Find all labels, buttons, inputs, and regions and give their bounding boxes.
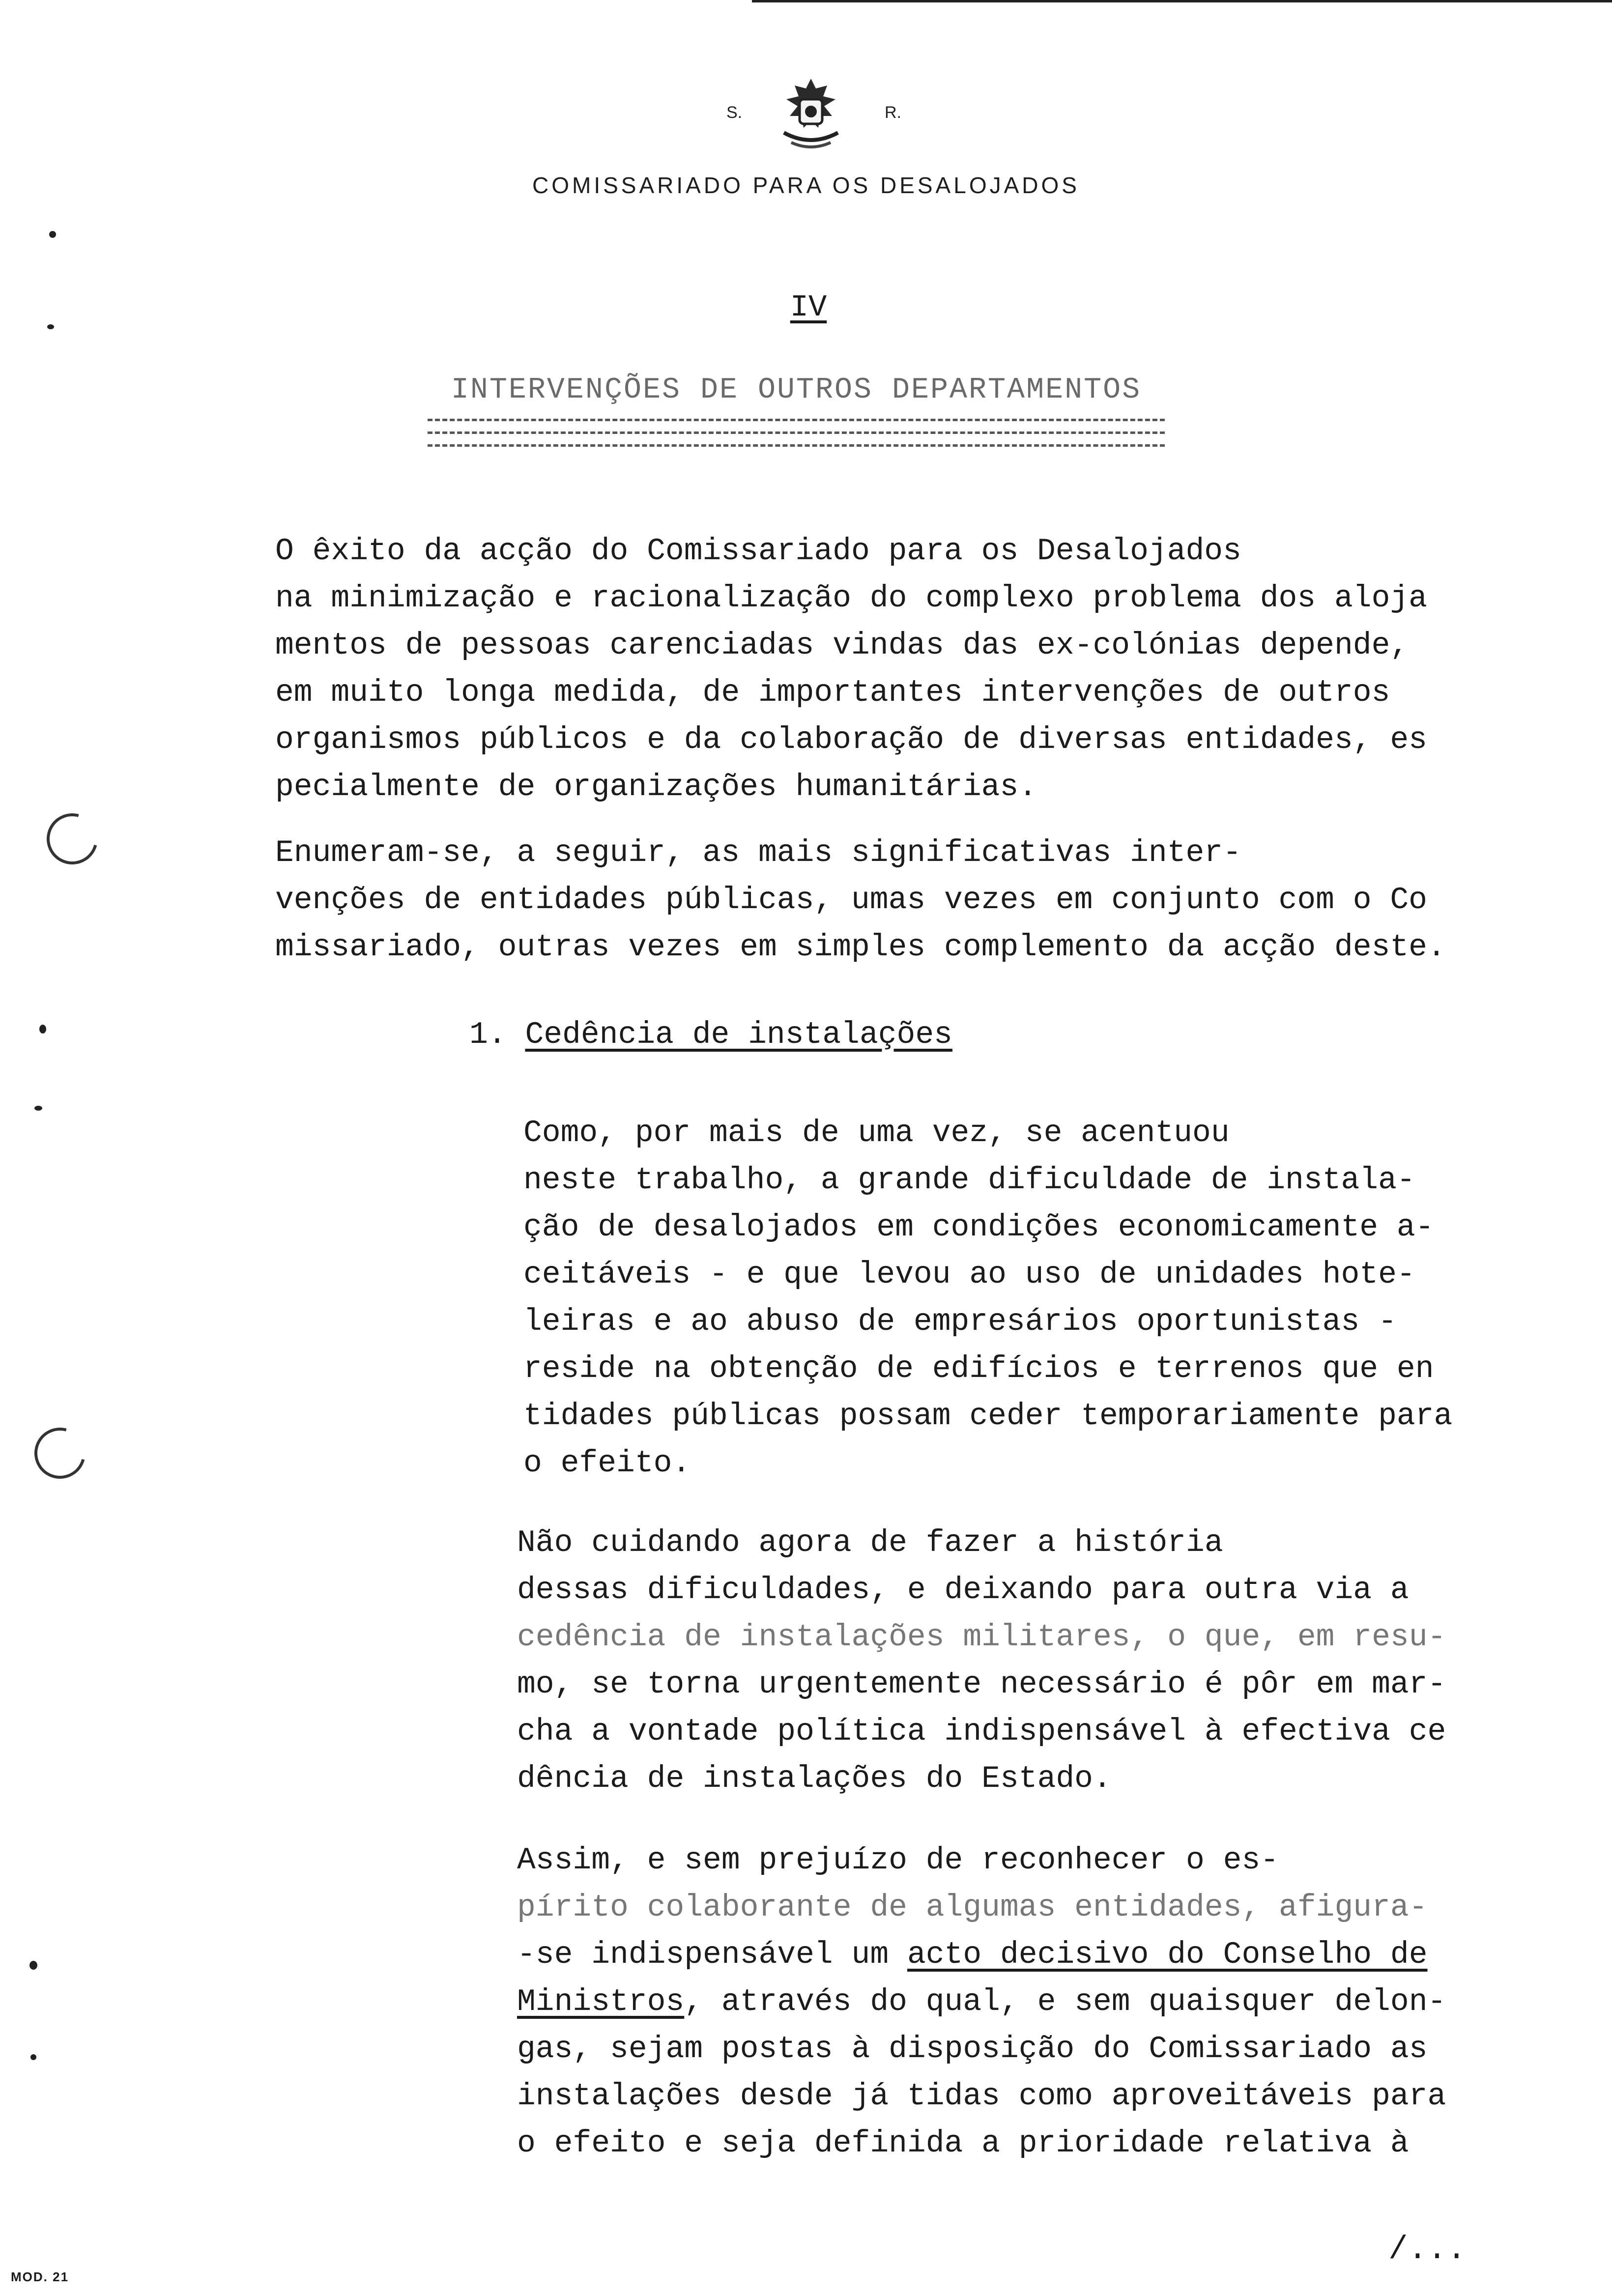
section-title-underline	[428, 419, 1165, 421]
margin-speck	[39, 1025, 46, 1033]
section-title-double-underline	[428, 431, 1165, 434]
section-title: INTERVENÇÕES DE OUTROS DEPARTAMENTOS	[451, 373, 1142, 407]
enumeration-paragraph: Enumeram-se, a seguir, as mais significativas inter- venções de entidades públicas, umas vezes em conjunto com o Co missariado, outras vezes em simples complemento da acção deste.	[275, 835, 1446, 965]
continuation-mark: /...	[1388, 2231, 1467, 2268]
section-number: IV	[790, 290, 827, 325]
emphasized-phrase-continued: Ministros	[517, 1984, 685, 2019]
item-1-heading	[469, 1017, 952, 1052]
intro-paragraph: O êxito da acção do Comissariado para os Desalojados na minimização e racionalização do complexo problema dos aloja mentos de pessoas carenciadas vindas das ex-colónias depende, em muito longa medida, de importantes intervenções de outros organismos públicos e da colaboração de diversas entidades, es pecialmente de organizações humanitárias.	[275, 534, 1427, 804]
item-1-label: Cedência de instalações	[525, 1017, 952, 1052]
form-code: MOD. 21	[11, 2269, 69, 2284]
item-1-paragraph-2: Não cuidando agora de fazer a história dessas dificuldades, e deixando para outra via a cedência de instalações militares, o que, em resu- mo, se torna urgentemente necessário é pôr em mar- cha a vontade política indispensável à efectiva ce dência de instalações do Estado.	[517, 1525, 1446, 1796]
item-1-paragraph-1: Como, por mais de uma vez, se acentuou neste trabalho, a grande dificuldade de instala- ção de desalojados em condições economicamente a- ceitáveis - e que levou ao uso de unidades hote- leiras e ao abuso de empresários oportunistas - reside na obtenção de edifícios e terrenos que en tidades públicas possam ceder temporariamente para o efeito.	[523, 1116, 1453, 1481]
item-1-number: 1.	[469, 1017, 507, 1052]
header-letter-r: R.	[885, 103, 901, 122]
punch-hole-icon	[25, 1418, 95, 1488]
emphasized-phrase: acto decisivo do Conselho de	[907, 1937, 1428, 1972]
header-letter-s: S.	[726, 103, 743, 122]
margin-speck	[49, 231, 56, 238]
margin-speck	[29, 1961, 37, 1970]
punch-hole-icon	[37, 804, 107, 874]
letterhead-title: COMISSARIADO PARA OS DESALOJADOS	[532, 172, 1080, 198]
item-1-paragraph-3: Assim, e sem prejuízo de reconhecer o es- pírito colaborante de algumas entidades, afigura- -se indispensável um acto decisivo do Conselho de Ministros, através do qual, e sem quaisquer delon- gas, sejam postas à disposição do Comissariado as instalações desde já tidas como aproveitáveis para o efeito e seja definida a prioridade relativa à	[517, 1843, 1446, 2161]
section-title-triple-underline	[428, 444, 1165, 447]
margin-speck	[47, 324, 54, 329]
top-edge-rule	[752, 0, 1612, 9]
margin-speck	[34, 1106, 42, 1111]
margin-speck	[30, 2054, 36, 2060]
coat-of-arms-icon	[769, 74, 853, 152]
